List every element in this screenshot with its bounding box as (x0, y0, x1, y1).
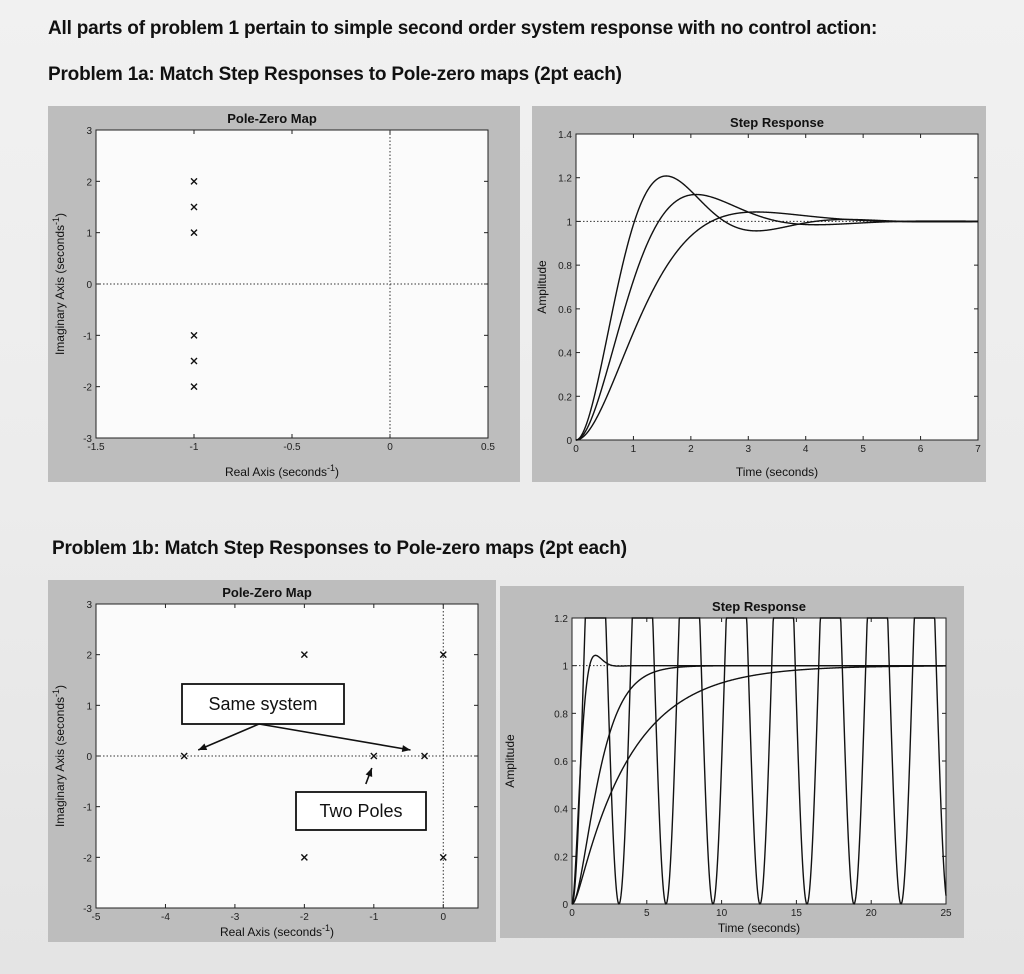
two-poles-callout-label: Two Poles (319, 801, 403, 821)
x-tick-label: 4 (802, 444, 809, 455)
y-tick-label: -1 (83, 331, 92, 343)
y-tick-label: 0 (86, 280, 92, 291)
x-tick-label: 0 (569, 908, 575, 919)
x-axis-label: Real Axis (seconds$^{-1}$) (219, 923, 335, 939)
x-tick-label: -1 (189, 442, 199, 453)
y-axis-label: Imaginary Axis (seconds$^{-1}$) (51, 684, 67, 828)
y-axis-label: Imaginary Axis (seconds$^{-1}$) (51, 212, 67, 356)
x-tick-label: -5 (91, 912, 101, 923)
y-tick-label: 0.8 (558, 261, 572, 273)
pole-zero-map-1b (48, 580, 496, 942)
y-tick-label: 1.2 (558, 173, 572, 185)
step-response-1b (500, 586, 964, 938)
y-tick-label: 1 (562, 661, 568, 673)
y-tick-label: 0.8 (554, 709, 568, 721)
x-tick-label: 0.5 (481, 442, 495, 453)
x-tick-label: 2 (688, 444, 694, 455)
y-axis-label: Amplitude (503, 734, 517, 788)
y-tick-label: 0 (86, 752, 92, 763)
y-axis-label: Amplitude (535, 260, 549, 314)
y-tick-label: -1 (83, 802, 92, 814)
y-tick-label: 1 (566, 217, 572, 229)
pole-zero-map-1a (48, 106, 520, 482)
axes-box (576, 134, 978, 440)
x-tick-label: 7 (975, 444, 981, 455)
x-tick-label: 0 (387, 442, 393, 453)
y-tick-label: -3 (83, 434, 92, 445)
y-tick-label: 0 (566, 436, 572, 447)
y-tick-label: 2 (86, 650, 92, 662)
y-tick-label: -2 (83, 853, 92, 865)
y-tick-label: 0.6 (554, 757, 568, 768)
y-tick-label: -3 (83, 904, 92, 915)
x-tick-label: 15 (790, 908, 802, 919)
x-tick-label: 25 (940, 908, 952, 919)
y-tick-label: -2 (83, 382, 92, 394)
x-tick-label: -4 (161, 912, 170, 923)
y-tick-label: 1.4 (558, 130, 572, 141)
chart-title: Step Response (730, 115, 824, 130)
x-tick-label: 0 (440, 912, 447, 923)
x-tick-label: 3 (745, 444, 752, 455)
x-axis-label: Real Axis (seconds$^{-1}$) (224, 463, 340, 479)
y-tick-label: 0.6 (558, 304, 572, 316)
y-tick-label: 1 (86, 701, 92, 713)
y-tick-label: 0.4 (558, 348, 572, 360)
x-tick-label: -0.5 (283, 442, 301, 453)
y-tick-label: 0.2 (554, 852, 568, 864)
y-tick-label: 1 (86, 228, 92, 240)
x-axis-label: Time (seconds) (735, 465, 819, 479)
x-tick-label: -1.5 (87, 442, 105, 453)
x-tick-label: 5 (644, 908, 650, 919)
y-tick-label: 0.4 (554, 804, 568, 816)
same-system-callout-label: Same system (208, 694, 318, 714)
chart-title: Pole-Zero Map (222, 585, 312, 600)
x-tick-label: 0 (573, 444, 579, 455)
x-tick-label: 5 (860, 444, 866, 455)
y-tick-label: 2 (86, 177, 92, 189)
y-tick-label: 0.2 (558, 392, 572, 404)
intro-heading: All parts of problem 1 pertain to simple second order system response with no control action: (48, 18, 878, 39)
x-axis-label: Time (seconds) (717, 921, 801, 935)
y-tick-label: 3 (86, 126, 92, 137)
chart-title: Step Response (712, 599, 806, 614)
x-tick-label: -1 (369, 912, 379, 923)
problem-1a-heading: Problem 1a: Match Step Responses to Pole-zero maps (2pt each) (48, 64, 622, 85)
chart-title: Pole-Zero Map (227, 111, 317, 126)
y-tick-label: 3 (86, 600, 92, 611)
x-tick-label: -2 (299, 912, 309, 923)
problem-1b-heading: Problem 1b: Match Step Responses to Pole-zero maps (2pt each) (52, 538, 627, 559)
x-tick-label: 6 (917, 444, 924, 455)
x-tick-label: 20 (865, 908, 877, 919)
x-tick-label: 1 (630, 444, 637, 455)
x-tick-label: -3 (230, 912, 240, 923)
step-response-1a (532, 106, 986, 482)
y-tick-label: 1.2 (554, 614, 568, 625)
y-tick-label: 0 (562, 900, 568, 911)
x-tick-label: 10 (716, 908, 728, 919)
